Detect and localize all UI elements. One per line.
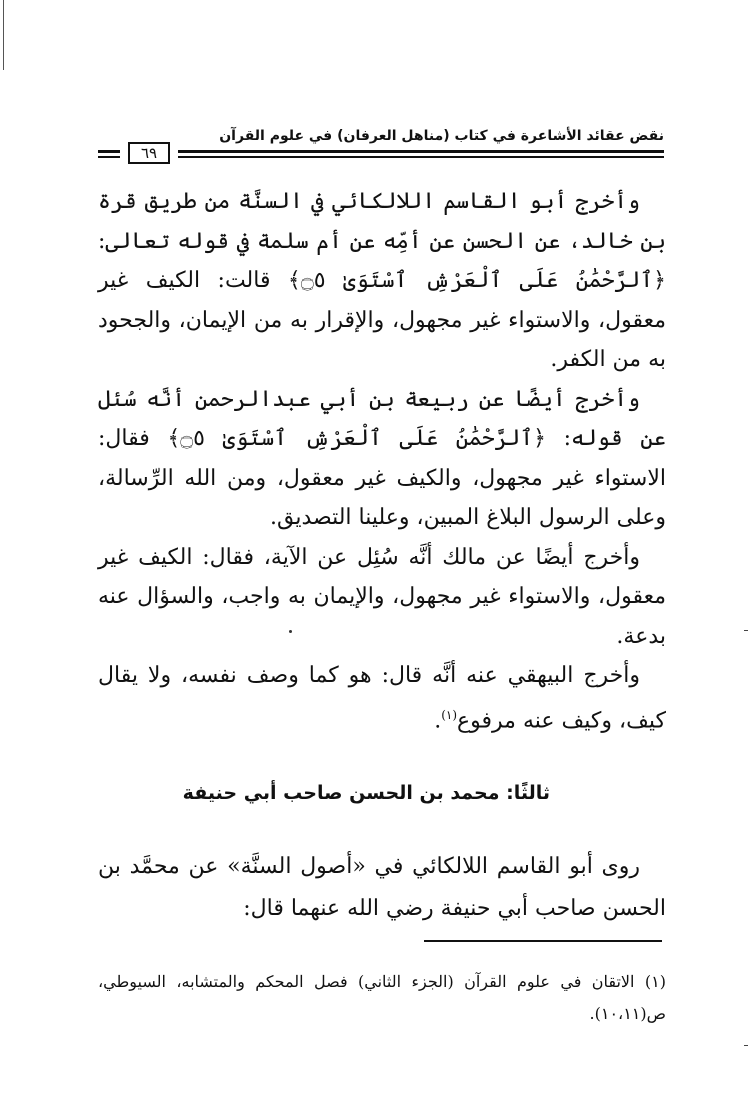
scan-edge-mark <box>744 630 748 631</box>
footnote <box>98 966 666 1030</box>
footnote-text: الاتقان في علوم القرآن (الجزء الثاني) فصل المحكم والمتشابه، السيوطي، ص(١٠،١١). <box>98 972 666 1023</box>
page-number: ٦٩ <box>128 142 170 164</box>
header-rule-left-bottom <box>98 156 120 158</box>
section-text <box>98 846 666 930</box>
header-rule-left-top <box>98 150 120 153</box>
paragraph-text: وأخرج البيهقي عنه أنَّه قال: هو كما وصف نفسه، ولا يقال كيف، وكيف عنه مرفوع <box>98 663 666 733</box>
running-header-title: نقض عقائد الأشاعرة في كتاب (مناهل العرفان) في علوم القرآن <box>219 128 664 144</box>
running-header <box>98 128 664 178</box>
paragraph: روى أبو القاسم اللالكائي في «أصول السنَّة» عن محمَّد بن الحسن صاحب أبي حنيفة رضي الله عنهما قال: <box>98 854 666 921</box>
main-text <box>98 182 666 740</box>
section-heading: ثالثًا: محمد بن الحسن صاحب أبي حنيفة <box>182 782 550 804</box>
paragraph-end: . <box>434 707 442 733</box>
paragraph: وأخرج أيضًا عن ربيعة بن أبي عبدالرحمن أنَّه سُئل عن قوله: ﴿ٱلرَّحْمَٰنُ عَلَى ٱلْعَرْشِ ٱسْتَوَىٰ ۝٥﴾ فقال: الاستواء غير مجهول، والكيف غير معقول، ومن الله الرِّسالة، وعلى الرسول البلاغ المبين، وعلينا التصديق. <box>98 386 666 530</box>
paragraph: وأخرج أيضًا عن مالك أنَّه سُئِل عن الآية، فقال: الكيف غير معقول، والاستواء غير مجهول، والإيمان به واجب، والسؤال عنه بدعة. <box>98 544 666 649</box>
header-rule-top <box>178 150 664 153</box>
footnote-marker: (١) <box>644 972 666 991</box>
footnote-reference: (١) <box>441 707 458 722</box>
page-edge-line <box>3 0 4 70</box>
paragraph <box>98 656 666 740</box>
header-rule-bottom <box>178 156 664 158</box>
scan-edge-mark <box>744 1045 748 1046</box>
footnote-separator <box>424 940 662 942</box>
scan-speck <box>289 630 292 633</box>
paragraph: وأخرج أبو القاسم اللالكائي في السنَّة من طريق قرة بن خالد، عن الحسن عن أمِّه عن أم سلمة في قوله تعالى: ﴿ٱلرَّحْمَٰنُ عَلَى ٱلْعَرْشِ ٱسْتَوَىٰ ۝٥﴾ قالت: الكيف غير معقول، والاستواء غير مجهول، والإقرار به من الإيمان، والجحود به من الكفر. <box>98 189 666 372</box>
